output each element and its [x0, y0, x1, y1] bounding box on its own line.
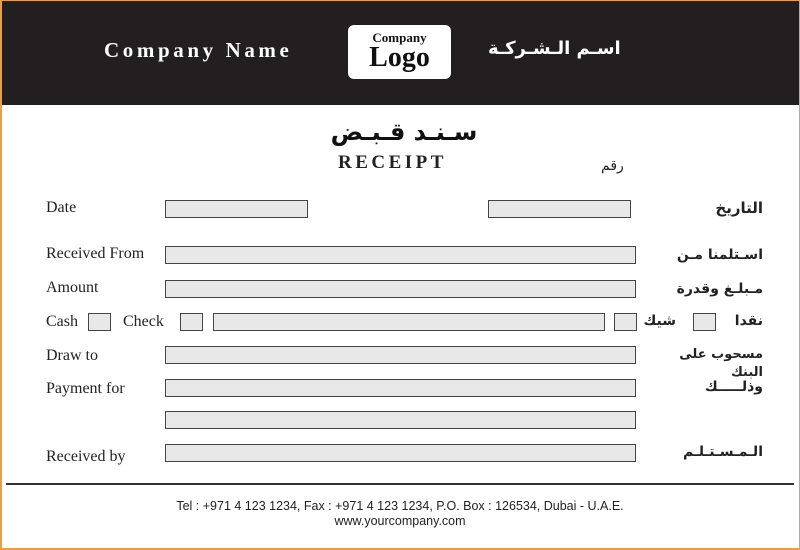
received-from-label: Received From	[46, 245, 145, 262]
received-by-field[interactable]	[165, 444, 636, 462]
payment-for-field[interactable]	[165, 379, 636, 397]
date-field-arabic[interactable]	[488, 200, 631, 218]
date-field[interactable]	[165, 200, 308, 218]
date-label: Date	[46, 199, 77, 216]
draw-to-field[interactable]	[165, 346, 636, 364]
amount-label-arabic: مـبلـغ وقدرة	[676, 281, 763, 297]
cash-label-arabic: نقدا	[734, 313, 763, 329]
amount-label: Amount	[46, 279, 99, 296]
cash-checkbox[interactable]	[88, 313, 111, 331]
company-name: Company Name	[104, 38, 293, 62]
check-checkbox[interactable]	[180, 313, 203, 331]
amount-field[interactable]	[165, 280, 636, 298]
receipt-title-arabic: سـنـد قـبـض	[330, 118, 478, 146]
logo-line1: Company	[372, 30, 427, 45]
check-checkbox-arabic[interactable]	[614, 313, 637, 331]
receipt-title: RECEIPT	[338, 152, 447, 173]
check-label-arabic: شيك	[643, 313, 676, 329]
date-label-arabic: التاريخ	[715, 199, 763, 217]
logo-line2: Logo	[369, 42, 430, 73]
received-by-label: Received by	[46, 448, 126, 465]
receipt-number-label: رقم	[601, 158, 624, 174]
footer-website: www.yourcompany.com	[334, 514, 466, 528]
footer-divider	[6, 483, 794, 485]
company-name-arabic: اسـم الـشـركـة	[488, 38, 621, 59]
payment-for-label-arabic: وذلـــــك	[704, 379, 763, 395]
received-from-field[interactable]	[165, 246, 636, 264]
header-banner	[0, 0, 800, 105]
draw-to-label: Draw to	[46, 347, 98, 364]
cash-checkbox-arabic[interactable]	[693, 313, 716, 331]
payment-for-label: Payment for	[46, 380, 125, 397]
cash-label: Cash	[46, 313, 78, 330]
received-by-label-arabic: الـمـسـتـلـم	[682, 444, 763, 460]
company-logo	[348, 25, 451, 79]
draw-to-label-arabic: مسحوب على البنك	[679, 347, 763, 380]
received-from-label-arabic: اسـتلمنا مـن	[676, 247, 763, 263]
payment-for-field-line2[interactable]	[165, 411, 636, 429]
footer-contact: Tel : +971 4 123 1234, Fax : +971 4 123 1234, P.O. Box : 126534, Dubai - U.A.E.	[176, 499, 624, 513]
check-label: Check	[123, 313, 164, 330]
check-number-field[interactable]	[213, 313, 605, 331]
